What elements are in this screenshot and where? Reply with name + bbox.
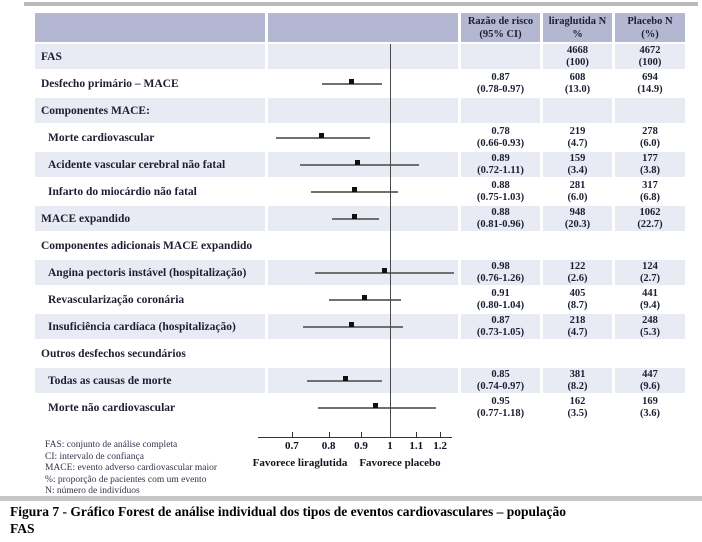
liraglutida-cell-percent: (3.5) (567, 407, 588, 419)
liraglutida-cell-value: 381 (569, 368, 586, 380)
risk-ratio-cell (461, 260, 540, 285)
point-estimate-marker (352, 214, 357, 219)
row-label: Todas as causas de morte (35, 368, 265, 393)
liraglutida-cell-percent: (8.2) (567, 380, 588, 392)
liraglutida-cell-value: 218 (569, 314, 586, 326)
figure-caption-line2: FAS (10, 521, 35, 536)
table-row (35, 368, 685, 393)
point-estimate-marker (352, 187, 357, 192)
placebo-cell (615, 368, 685, 393)
risk-ratio-cell-value: 0.89 (491, 152, 510, 164)
table-row (35, 125, 685, 150)
risk-ratio-cell-percent: (0.72-1.11) (477, 164, 524, 176)
liraglutida-cell-percent: (6.0) (567, 191, 588, 203)
risk-ratio-cell-percent: (0.76-1.26) (476, 272, 525, 284)
ci-plot-cell (268, 368, 458, 393)
placebo-cell (615, 314, 685, 339)
liraglutida-cell-percent: (20.3) (564, 218, 591, 230)
risk-ratio-cell-value: 0.85 (491, 368, 510, 380)
footnotes-block (45, 440, 217, 498)
table-rows (35, 44, 685, 420)
liraglutida-cell (543, 152, 612, 177)
x-axis-tick-label: 1.2 (433, 440, 447, 452)
placebo-cell-value: 694 (642, 71, 658, 83)
ci-plot-cell (268, 206, 458, 231)
table-row (35, 260, 685, 285)
liraglutida-cell-percent: (100) (566, 56, 589, 68)
x-axis-tick-label: 1 (387, 440, 393, 452)
risk-ratio-cell-percent: (0.81-0.96) (476, 218, 525, 230)
table-row (35, 314, 685, 339)
x-axis-tick (440, 432, 441, 437)
placebo-cell-value: 169 (642, 395, 658, 407)
risk-ratio-cell (461, 287, 540, 312)
liraglutida-cell-percent: (2.6) (567, 272, 588, 284)
row-label: Outros desfechos secundários (41, 347, 186, 360)
placebo-cell-percent: (22.7) (637, 218, 663, 230)
placebo-cell-percent: (6.8) (639, 191, 661, 203)
row-label: Componentes MACE: (35, 98, 265, 123)
ci-plot-cell (268, 314, 458, 339)
table-header-row (35, 13, 685, 42)
footnote-fas: FAS: conjunto de análise completa (45, 440, 178, 450)
row-label: FAS (35, 44, 265, 69)
row-label: Angina pectoris instável (hospitalização) (35, 260, 265, 285)
risk-ratio-cell (461, 341, 540, 366)
risk-ratio-cell-percent: (0.78-0.97) (476, 83, 525, 95)
placebo-cell-value: 124 (642, 260, 658, 272)
table-row (35, 206, 685, 231)
x-axis-line (258, 437, 452, 438)
x-axis-tick-label: 1.1 (409, 440, 424, 452)
risk-ratio-cell-percent: (0.77-1.18) (476, 407, 525, 419)
row-label: Morte cardiovascular (48, 131, 155, 144)
liraglutida-cell (543, 368, 612, 393)
liraglutida-cell-percent: (4.7) (567, 137, 588, 149)
placebo-cell (615, 71, 685, 96)
placebo-cell-value: 441 (642, 287, 658, 299)
column-header-liraglutida-line2: % (572, 28, 583, 40)
table-row (35, 287, 685, 312)
risk-ratio-cell-value: 0.91 (491, 287, 510, 299)
placebo-cell-percent: (100) (638, 56, 662, 68)
x-axis-tick (292, 432, 293, 437)
column-header-placebo-line2: (%) (641, 28, 659, 40)
placebo-cell-percent: (5.3) (639, 326, 661, 338)
ci-plot-cell (268, 395, 458, 420)
placebo-cell-percent: (9.6) (639, 380, 661, 392)
risk-ratio-cell-percent: (0.80-1.04) (476, 299, 525, 311)
liraglutida-cell-value: 159 (569, 152, 586, 164)
row-label: MACE expandido (35, 206, 265, 231)
table-row (35, 152, 685, 177)
risk-ratio-cell-percent: (0.73-1.05) (476, 326, 525, 338)
risk-ratio-cell-percent: (0.75-1.03) (476, 191, 525, 203)
risk-ratio-cell-percent: (0.74-0.97) (476, 380, 525, 392)
ci-plot-cell (268, 125, 458, 150)
footnote-ci: CI: intervalo de confiança (45, 451, 144, 462)
liraglutida-cell-value: 608 (569, 71, 586, 83)
footnote-percent: %: proporção de pacientes com um evento (45, 474, 207, 485)
scan-artifact-bottom-bar (0, 496, 702, 501)
point-estimate-marker (349, 79, 354, 84)
liraglutida-cell-value: 162 (569, 395, 586, 407)
ci-plot-cell (268, 44, 458, 69)
risk-ratio-cell-value: 0.98 (491, 260, 510, 272)
risk-ratio-cell (461, 125, 540, 150)
risk-ratio-cell (461, 395, 540, 420)
placebo-cell (615, 179, 685, 204)
risk-ratio-cell-value: 0.87 (491, 71, 510, 83)
liraglutida-cell-percent: (8.7) (567, 299, 588, 311)
table-row (35, 44, 685, 69)
liraglutida-cell-value: 122 (569, 260, 586, 272)
liraglutida-cell-value: 281 (569, 179, 586, 191)
placebo-cell-value: 278 (642, 125, 658, 137)
placebo-cell (615, 341, 685, 366)
footnote-mace: MACE: evento adverso cardiovascular maior (45, 463, 217, 473)
x-axis-tick (361, 432, 362, 437)
liraglutida-cell-percent: (4.7) (567, 326, 588, 338)
column-header-placebo-line1: Placebo N (627, 15, 673, 27)
placebo-cell (615, 206, 685, 231)
risk-ratio-cell-value: 0.88 (491, 179, 510, 191)
ci-plot-cell (268, 287, 458, 312)
placebo-cell-value: 447 (642, 368, 658, 380)
liraglutida-cell (543, 125, 612, 150)
ci-plot-cell (268, 71, 458, 96)
liraglutida-cell (543, 395, 612, 420)
row-label: Desfecho primário – MACE (41, 77, 179, 90)
point-estimate-marker (319, 133, 324, 138)
favors-liraglutida-label: Favorece liraglutida (252, 457, 348, 469)
risk-ratio-cell (461, 98, 540, 123)
placebo-cell (615, 152, 685, 177)
row-label: Revascularização coronária (48, 293, 185, 306)
liraglutida-cell-percent: (3.4) (567, 164, 588, 176)
placebo-cell (615, 395, 685, 420)
ci-plot-cell (268, 98, 458, 123)
section-row (35, 233, 685, 258)
ci-plot-cell (268, 260, 458, 285)
column-header-risk-ratio (461, 13, 540, 42)
column-header-risk-ratio-line2: (95% CI) (479, 28, 522, 40)
liraglutida-cell-value: 948 (569, 206, 586, 218)
risk-ratio-cell (461, 44, 540, 69)
placebo-cell-percent: (6.0) (639, 137, 661, 149)
risk-ratio-cell (461, 179, 540, 204)
risk-ratio-cell (461, 314, 540, 339)
placebo-cell-percent: (9.4) (639, 299, 661, 311)
x-axis-tick-label: 0.8 (321, 440, 336, 452)
placebo-cell (615, 98, 685, 123)
x-axis-tick (416, 432, 417, 437)
scan-artifact-top-bar (24, 2, 698, 6)
figure-caption-line1: Figura 7 - Gráfico Forest de análise individual dos tipos de eventos cardiovasculares – população (10, 504, 567, 519)
section-row (35, 341, 685, 366)
column-header-liraglutida-line1: liraglutida N (548, 15, 607, 27)
placebo-cell-percent: (2.7) (639, 272, 661, 284)
placebo-cell-value: 1062 (639, 206, 661, 218)
placebo-cell (615, 44, 685, 69)
ci-plot-cell (268, 233, 458, 258)
point-estimate-marker (355, 160, 360, 165)
point-estimate-marker (373, 403, 378, 408)
x-axis-tick-label: 0.9 (354, 440, 368, 452)
liraglutida-cell (543, 98, 612, 123)
favors-placebo-label: Favorece placebo (359, 457, 441, 469)
liraglutida-cell-value: 4668 (567, 44, 588, 56)
row-label: Morte não cardiovascular (48, 401, 176, 414)
liraglutida-cell (543, 206, 612, 231)
table-row (35, 179, 685, 204)
row-label: Infarto do miocárdio não fatal (48, 185, 197, 198)
risk-ratio-cell (461, 233, 540, 258)
table-row (35, 395, 685, 420)
liraglutida-cell (543, 179, 612, 204)
ci-plot-cell (268, 179, 458, 204)
point-estimate-marker (343, 376, 348, 381)
placebo-cell-percent: (3.8) (639, 164, 661, 176)
column-header-endpoint (35, 13, 265, 42)
placebo-cell-value: 317 (642, 179, 658, 191)
risk-ratio-cell (461, 206, 540, 231)
risk-ratio-cell-percent: (0.66-0.93) (476, 137, 525, 149)
ci-plot-cell (268, 341, 458, 366)
point-estimate-marker (362, 295, 367, 300)
forest-plot-figure (35, 13, 685, 483)
risk-ratio-cell-value: 0.88 (491, 206, 510, 218)
footnote-n: N: número de indivíduos (45, 486, 140, 496)
placebo-cell-value: 177 (642, 152, 658, 164)
risk-ratio-cell (461, 368, 540, 393)
risk-ratio-cell-value: 0.78 (491, 125, 510, 137)
liraglutida-cell (543, 287, 612, 312)
column-header-liraglutida (543, 13, 612, 42)
column-header-plot (268, 13, 458, 42)
x-axis-tick-label: 0.7 (285, 440, 299, 452)
point-estimate-marker (382, 268, 387, 273)
placebo-cell (615, 233, 685, 258)
liraglutida-cell-percent: (13.0) (564, 83, 591, 95)
placebo-cell (615, 287, 685, 312)
risk-ratio-cell (461, 152, 540, 177)
placebo-cell (615, 260, 685, 285)
row-label: Componentes adicionais MACE expandido (41, 239, 253, 252)
risk-ratio-cell-value: 0.87 (491, 314, 510, 326)
column-header-placebo (615, 13, 685, 42)
placebo-cell-value: 248 (642, 314, 658, 326)
row-label: Insuficiência cardíaca (hospitalização) (35, 314, 265, 339)
ci-plot-cell (268, 152, 458, 177)
liraglutida-cell (543, 260, 612, 285)
liraglutida-cell (543, 314, 612, 339)
placebo-cell (615, 125, 685, 150)
liraglutida-cell (543, 44, 612, 69)
risk-ratio-cell (461, 71, 540, 96)
liraglutida-cell (543, 71, 612, 96)
reference-line (390, 44, 391, 437)
section-row (35, 98, 685, 123)
liraglutida-cell-value: 219 (569, 125, 586, 137)
liraglutida-cell-value: 405 (569, 287, 586, 299)
figure-caption (10, 503, 700, 537)
column-header-risk-ratio-line1: Razão de risco (467, 15, 534, 27)
placebo-cell-percent: (14.9) (637, 83, 663, 95)
risk-ratio-cell-value: 0.95 (491, 395, 510, 407)
x-axis-tick (329, 432, 330, 437)
placebo-cell-value: 4672 (639, 44, 661, 56)
liraglutida-cell (543, 233, 612, 258)
table-row (35, 71, 685, 96)
placebo-cell-percent: (3.6) (639, 407, 661, 419)
point-estimate-marker (349, 322, 354, 327)
liraglutida-cell (543, 341, 612, 366)
row-label: Acidente vascular cerebral não fatal (35, 152, 265, 177)
